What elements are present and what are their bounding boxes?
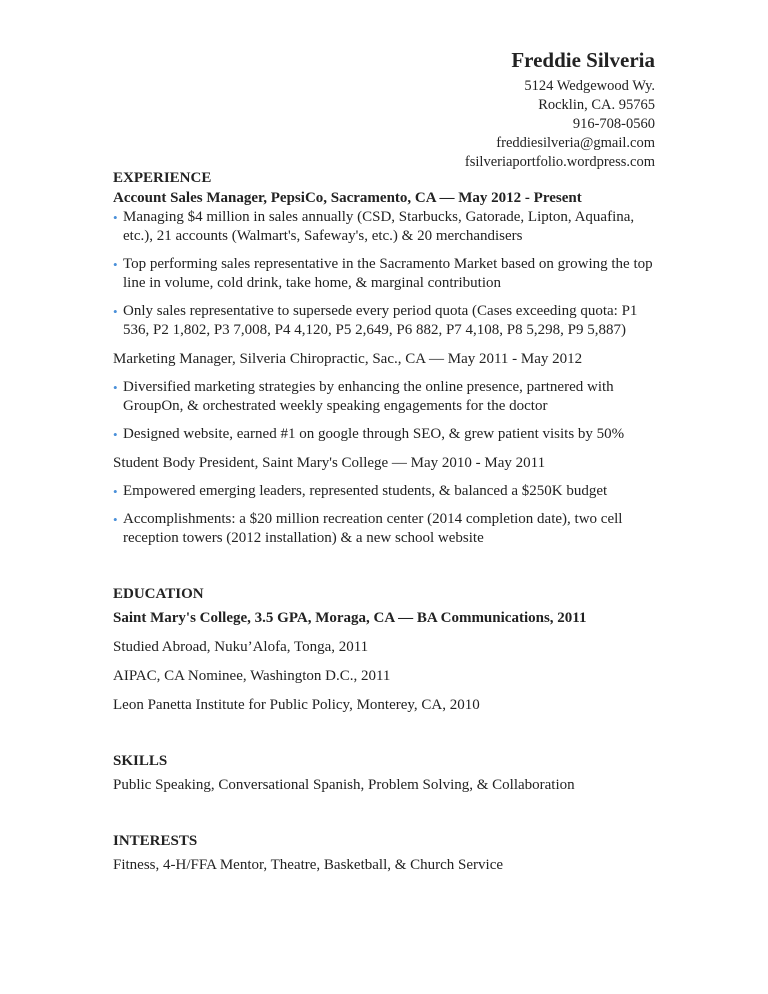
- job-heading-3: Student Body President, Saint Mary's College — May 2010 - May 2011: [113, 455, 546, 471]
- phone-number: 916-708-0560: [572, 116, 655, 132]
- job-heading-2: Marketing Manager, Silveria Chiropractic, Sac., CA — May 2011 - May 2012: [113, 351, 583, 367]
- education-heading: EDUCATION: [113, 586, 204, 602]
- resume-body: [113, 168, 658, 875]
- education-line-2: AIPAC, CA Nominee, Washington D.C., 2011: [113, 668, 391, 684]
- address-line-2: Rocklin, CA. 95765: [538, 97, 655, 113]
- bullet-icon: •: [113, 210, 118, 225]
- job-1-bullets: [113, 208, 658, 340]
- education-line-3: Leon Panetta Institute for Public Policy, Monterey, CA, 2010: [113, 697, 480, 713]
- job-1-bullet-2: • Top performing sales representative in the Sacramento Market based on growing the top line in volume, cold drink, take home, & marginal contribution: [113, 256, 653, 291]
- job-2-bullet-1: • Diversified marketing strategies by enhancing the online presence, partnered with GroupOn, & orchestrated weekly speaking engagements for the doctor: [113, 379, 614, 414]
- job-1-bullet-3: • Only sales representative to supersede every period quota (Cases exceeding quota: P1 536, P2 1,802, P3 7,008, P4 4,120, P5 2,649, P6 882, P7 4,108, P8 5,298, P9 5,887): [113, 303, 638, 338]
- skills-text: Public Speaking, Conversational Spanish, Problem Solving, & Collaboration: [113, 777, 575, 793]
- job-heading-1: Account Sales Manager, PepsiCo, Sacramento, CA — May 2012 - Present: [113, 190, 582, 206]
- job-3-bullet-2: • Accomplishments: a $20 million recreation center (2014 completion date), two cell reception towers (2012 installation) & a new school website: [113, 511, 623, 546]
- job-3-bullets: [113, 482, 658, 548]
- job-2-bullets: [113, 378, 658, 444]
- education-line-1: Studied Abroad, Nuku’Alofa, Tonga, 2011: [113, 639, 369, 655]
- job-1-bullet-1: • Managing $4 million in sales annually (CSD, Starbucks, Gatorade, Lipton, Aquafina, etc.), 21 accounts (Walmart's, Safeway's, etc.) & 20 merchandisers: [113, 209, 635, 244]
- candidate-name: Freddie Silveria: [511, 48, 655, 72]
- bullet-icon: •: [113, 484, 118, 499]
- bullet-icon: •: [113, 304, 118, 319]
- bullet-icon: •: [113, 380, 118, 395]
- contact-header: [465, 46, 655, 172]
- interests-text: Fitness, 4-H/FFA Mentor, Theatre, Basketball, & Church Service: [113, 857, 504, 873]
- address-line-1: 5124 Wedgewood Wy.: [524, 78, 655, 94]
- skills-heading: SKILLS: [113, 753, 168, 769]
- bullet-icon: •: [113, 512, 118, 527]
- website-url: fsilveriaportfolio.wordpress.com: [464, 154, 655, 170]
- job-2-bullet-2: • Designed website, earned #1 on google through SEO, & grew patient visits by 50%: [113, 426, 625, 442]
- bullet-icon: •: [113, 427, 118, 442]
- degree-line: Saint Mary's College, 3.5 GPA, Moraga, CA — BA Communications, 2011: [113, 610, 587, 626]
- job-3-bullet-1: • Empowered emerging leaders, represented students, & balanced a $250K budget: [113, 483, 608, 499]
- email-address: freddiesilveria@gmail.com: [496, 135, 655, 151]
- bullet-icon: •: [113, 257, 118, 272]
- experience-heading: EXPERIENCE: [113, 170, 212, 186]
- interests-heading: INTERESTS: [113, 833, 198, 849]
